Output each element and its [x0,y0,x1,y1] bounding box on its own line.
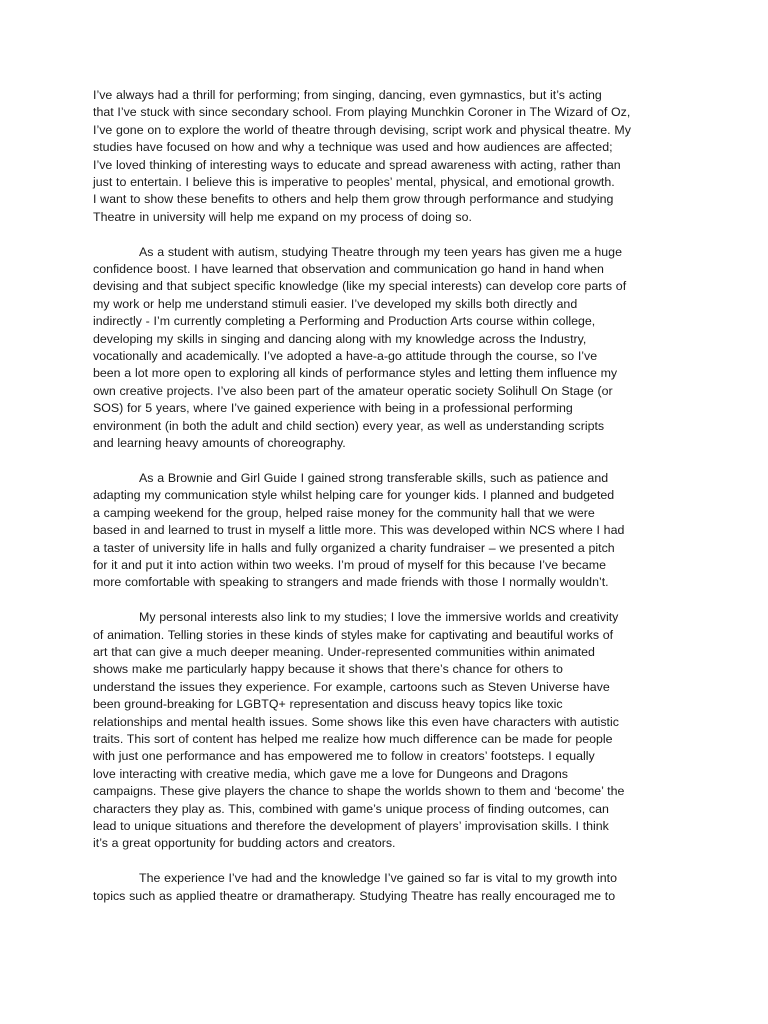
text-line: love interacting with creative media, which gave me a love for Dungeons and Dragons [93,766,568,781]
text-line: for it and put it into action within two weeks. I’m proud of myself for this because I’ve became [93,557,606,572]
text-line: indirectly - I’m currently completing a Performing and Production Arts course within college, [93,314,596,329]
text-line: I’ve gone on to explore the world of theatre through devising, script work and physical theatre. My [93,122,631,137]
text-line: I’ve always had a thrill for performing; from singing, dancing, even gymnastics, but it’s acting [93,88,602,102]
text-line: characters they play as. This, combined with game’s unique process of finding outcomes, can [93,801,609,816]
text-line: just to entertain. I believe this is imperative to peoples’ mental, physical, and emotional growth. [93,175,615,190]
text-line: studies have focused on how and why a technique was used and how audiences are affected; [93,140,613,155]
text-line: As a student with autism, studying Theatre through my teen years has given me a huge [139,244,622,259]
document-body [93,87,675,922]
text-line: my work or help me understand stimuli easier. I’ve developed my skills both directly and [93,296,578,311]
text-line: based in and learned to trust in myself a little more. This was developed within NCS where I had [93,523,625,538]
paragraph-1 [93,87,675,226]
text-line: of animation. Telling stories in these kinds of styles make for captivating and beautiful works of [93,627,614,642]
text-line: topics such as applied theatre or dramatherapy. Studying Theatre has really encouraged me to [93,888,616,903]
text-line: traits. This sort of content has helped me realize how much difference can be made for people [93,731,613,746]
text-line: been a lot more open to exploring all kinds of performance styles and letting them influence my [93,366,618,381]
text-line: been ground-breaking for LGBTQ+ representation and discuss heavy topics like toxic [93,697,563,712]
text-line: I want to show these benefits to others and help them grow through performance and studying [93,192,614,207]
text-line: adapting my communication style whilst helping care for younger kids. I planned and budgeted [93,488,615,503]
text-line: that I’ve stuck with since secondary school. From playing Munchkin Coroner in The Wizard of Oz, [93,105,631,120]
text-line: SOS) for 5 years, where I’ve gained experience with being in a professional performing [93,401,573,416]
text-line: devising and that subject specific knowledge (like my special interests) can develop core parts of [93,279,627,294]
paragraph-5 [93,870,675,905]
text-line: Theatre in university will help me expand on my process of doing so. [93,209,472,224]
text-line: environment (in both the adult and child section) every year, as well as understanding scripts [93,418,605,433]
text-line: a camping weekend for the group, helped raise money for the community hall that we were [93,505,595,520]
text-line: and learning heavy amounts of choreography. [93,436,346,451]
text-line: it’s a great opportunity for budding actors and creators. [93,836,396,851]
text-line: lead to unique situations and therefore the development of players’ improvisation skills. I think [93,819,609,834]
text-line: confidence boost. I have learned that observation and communication go hand in hand when [93,262,604,277]
text-line: understand the issues they experience. For example, cartoons such as Steven Universe have [93,679,610,694]
paragraph-3 [93,470,675,592]
text-line: shows make me particularly happy because it shows that there’s chance for others to [93,662,563,677]
text-line: As a Brownie and Girl Guide I gained strong transferable skills, such as patience and [139,470,609,485]
text-line: The experience I’ve had and the knowledge I’ve gained so far is vital to my growth into [139,871,617,886]
text-line: own creative projects. I’ve also been part of the amateur operatic society Solihull On Stage (or [93,383,613,398]
text-line: a taster of university life in halls and fully organized a charity fundraiser – we presented a pitch [93,540,615,555]
text-line: campaigns. These give players the chance to shape the worlds shown to them and ‘become’ the [93,784,625,799]
text-line: I’ve loved thinking of interesting ways to educate and spread awareness with acting, rather than [93,157,621,172]
text-line: more comfortable with speaking to strangers and made friends with those I normally wouldn’t. [93,575,609,590]
text-line: with just one performance and has empowered me to follow in creators’ footsteps. I equally [93,749,595,764]
paragraph-2 [93,244,675,453]
text-line: art that can give a much deeper meaning. Under-represented communities within animated [93,644,595,659]
text-line: relationships and mental health issues. Some shows like this even have characters with autistic [93,714,619,729]
paragraph-4 [93,609,675,853]
text-line: vocationally and academically. I’ve adopted a have-a-go attitude through the course, so I’ve [93,349,598,364]
text-line: developing my skills in singing and dancing along with my knowledge across the Industry, [93,331,587,346]
text-line: My personal interests also link to my studies; I love the immersive worlds and creativity [139,610,619,625]
